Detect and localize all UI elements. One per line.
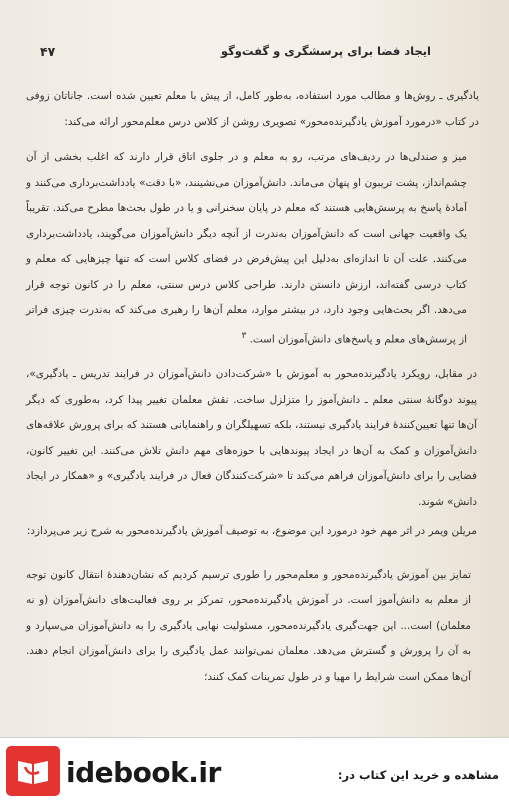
page-header: [30, 44, 479, 66]
book-open-icon: [15, 755, 51, 787]
footnote-marker: ۳: [241, 330, 247, 341]
paragraph-weimer-intro: مریلن ویمر در اثر مهم خود درمورد این موضوع، به توصیف آموزش یادگیرنده‌محور به شرح زیر می‌پردازد:: [26, 525, 477, 538]
idebook-logo[interactable]: [6, 746, 60, 796]
banner-cta-text: مشاهده و خرید این کتاب در:: [337, 768, 499, 782]
page-number: ۴۷: [40, 44, 56, 59]
watermark-banner[interactable]: [0, 737, 509, 800]
block-quote-zoofi: [26, 145, 481, 352]
block-quote-zoofi-text: میز و صندلی‌ها در ردیف‌های مرتب، رو به معلم و در جلوی اتاق قرار دارند که اغلب بخشی از آن چشم‌انداز، پشت تریبون او پنهان می‌ماند. دانش‌آموزان می‌نشینند، «با دقت» یادداشت‌برداری می‌کنند و آماده‌ٔ پاسخ به پرسش‌هایی هستند که معلم در پایان سخنرانی و یا در طول بحث‌ها مطرح می‌کند. تقریباً یک واقعیت جهانی است که دانش‌آموزان به‌ندرت از آنچه دیگر دانش‌آموزان می‌گویند، یادداشت‌برداری می‌کنند. علت آن تا اندازه‌ای به‌دلیل این پیش‌فرض در فضای کلاس است که تنها چیزهایی که معلم و کتاب درسی گفته‌اند، ارزش دانستن دارند. طراحی کلاس درس سنتی، معلم را در کانون توجه قرار می‌دهد. اگر بحث‌هایی وجود دارد، در بیشتر موارد، معلم آن‌ها را رهبری می‌کند که به‌ندرت چیزی فراتر از پرسش‌های معلم و پاسخ‌های دانش‌آموزان است.: [26, 151, 467, 345]
paragraph-learner-centered: در مقابل، رویکرد یادگیرنده‌محور به آموزش با «شرکت‌دادن دانش‌آموزان در فرایند تدریس ـ یادگیری»، پیوند دوگانه‌ٔ سنتی معلم ـ دانش‌آموز را متزلزل ساخت. نقش معلمان تغییر پیدا کرد، به‌طوری که دیگر آن‌ها تنها تعیین‌کننده‌ٔ فرایند یادگیری نیستند، بلکه تسهیلگران و راهنمایانی هستند که برای پرورش علاقه‌های دانش‌آموزان و کمک به آن‌ها در ایجاد پیوندهایی با حوزه‌های مهم دانش تلاش می‌کنند. این تغییر کانون، فضایی را برای دانش‌آموزان فراهم می‌کند تا «شرکت‌کنندگان فعال در فرایند یادگیری» و «همکار در ایجاد دانش» شوند.: [26, 368, 477, 508]
running-head: ایجاد فضا برای پرسشگری و گفت‌وگو: [220, 44, 431, 58]
page-body: [26, 84, 481, 690]
block-quote-weimer: تمایز بین آموزش یادگیرنده‌محور و معلم‌محور را طوری ترسیم کردیم که نشان‌دهنده‌ٔ انتقال کانون توجه از معلم به دانش‌آموز است. در آموزش یادگیرنده‌محور، تمرکز بر روی فعالیت‌های دانش‌آموزان (و نه معلمان) است... این جهت‌گیری یادگیرنده‌محور، مسئولیت نهایی یادگیری را به دانش‌آموزان می‌سپارد و به آن را پرورش و گسترش می‌دهد. معلمان نمی‌توانند عمل یادگیری را برای دانش‌آموزان انجام دهند. آن‌ها ممکن است شرایط را مهیا و در طول تمرینات کمک کنند؛: [26, 568, 471, 683]
paragraph-intro: یادگیری ـ روش‌ها و مطالب مورد استفاده، به‌طور کامل، از پیش با معلم تعیین شده است. جاناتان زوفی در کتاب «درمورد آموزش یادگیرنده‌محور» تصویری روشن از کلاس درس معلم‌محور ارائه می‌کند:: [26, 90, 479, 128]
logo-text[interactable]: idebook.ir: [66, 756, 221, 789]
